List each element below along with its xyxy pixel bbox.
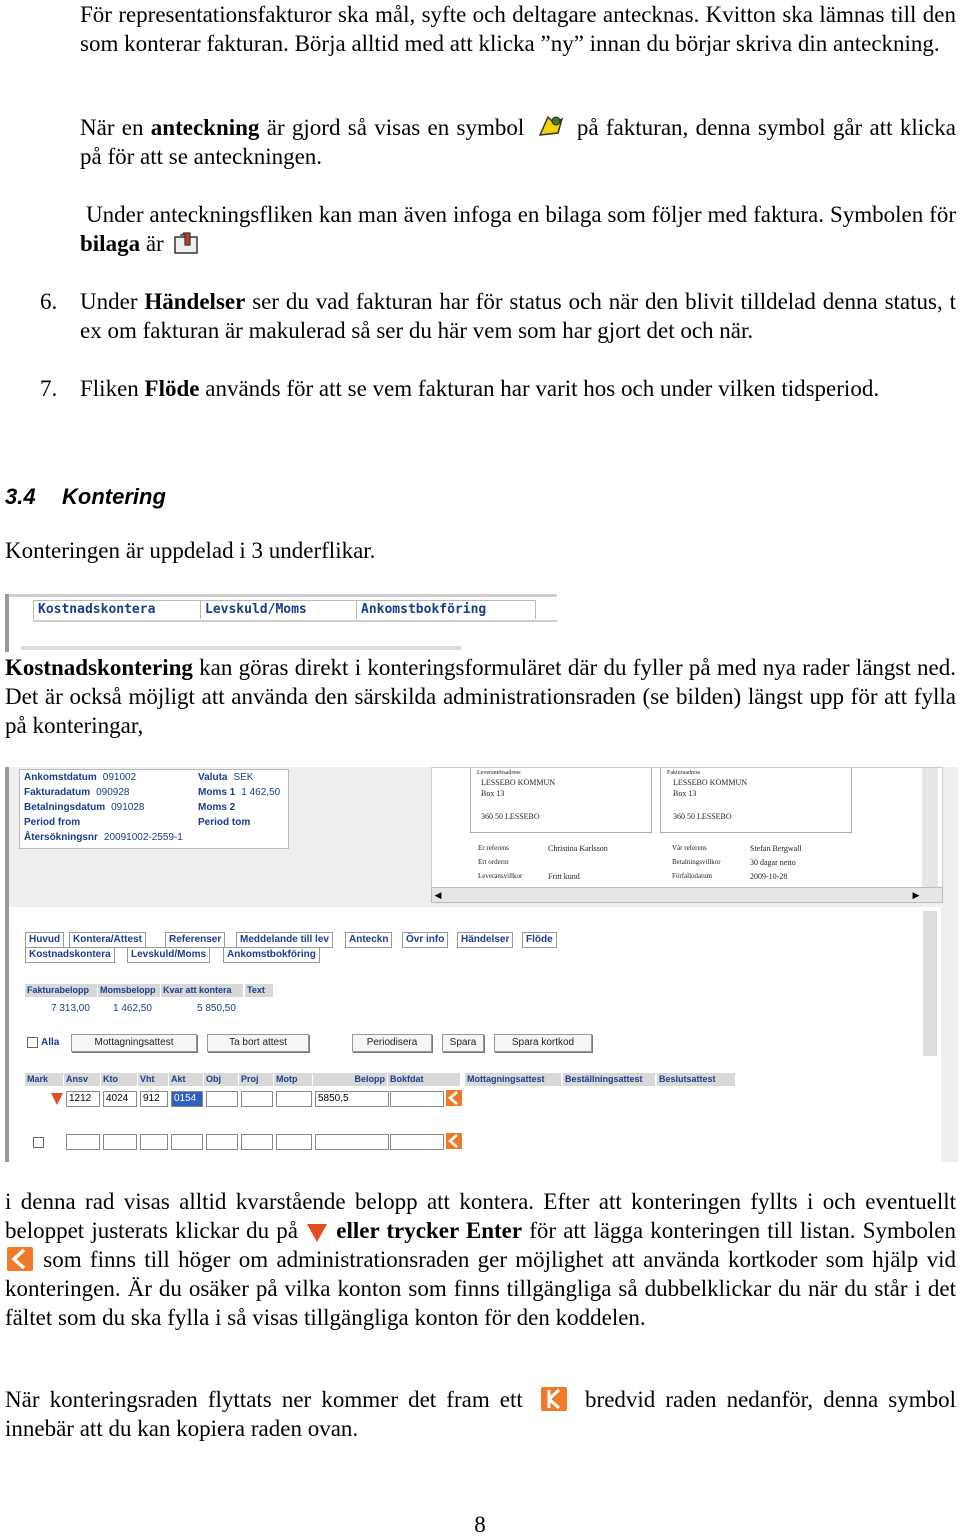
alla-checkbox[interactable] — [27, 1037, 38, 1048]
col-obj: Obj — [204, 1073, 239, 1086]
col-proj: Proj — [239, 1073, 274, 1086]
label: Period tom — [198, 817, 251, 828]
text-d: som finns till höger om administrationsraden ger möjlighet att använda kortkoder som hjälp vid konteringen. Är du osäker på vilka konton som finns tillgängliga så dubbelklickar du när du står i det fältet som du ska fylla i så visas tillgängliga konton för den koddelen. — [5, 1247, 956, 1330]
tab-bar-edge — [5, 594, 9, 652]
main-tab-anteckn[interactable]: Anteckn — [345, 932, 392, 948]
text-c: är gjord så visas en symbol — [259, 115, 532, 140]
intro-text: För representationsfakturor ska mål, syfte och deltagare antecknas. Kvitton ska lämnas till den som konterar fakturan. Börja alltid med att klicka ”ny” innan du börjar skriva din anteckning. — [80, 2, 956, 56]
attachment-icon — [173, 231, 199, 255]
text-a: Fliken — [80, 376, 145, 401]
value: 1 462,50 — [241, 787, 281, 798]
invoice-preview — [431, 767, 943, 893]
text-c: för att lägga konteringen till listan. Symbolen — [522, 1218, 956, 1243]
field-period-from — [24, 817, 80, 828]
field-valuta — [198, 772, 253, 783]
sub-tab-kostnadskontera[interactable]: Kostnadskontera — [25, 947, 115, 963]
tab-levskuld-moms[interactable]: Levskuld/Moms — [200, 600, 358, 619]
kortkod-symbol-icon — [7, 1247, 33, 1271]
value: 20091002-2559-1 — [103, 832, 183, 843]
sub-tab-ankomst[interactable]: Ankomstbokföring — [223, 947, 320, 963]
col-vht: Vht — [138, 1073, 169, 1086]
tab-ankomstbokforing[interactable]: Ankomstbokföring — [356, 600, 536, 619]
col-bokfdat: Bokfdat — [388, 1073, 461, 1086]
sum-fakturabelopp: 7 313,00 — [51, 1003, 90, 1014]
admin-bokfdat[interactable] — [390, 1091, 444, 1107]
arrow-down-icon — [307, 1224, 327, 1242]
due-label: Förfallodatum — [672, 872, 713, 880]
admin-row-paragraph — [5, 1187, 956, 1332]
kortkod-icon[interactable] — [446, 1090, 462, 1106]
bold-kostnadskontering: Kostnadskontering — [5, 655, 193, 680]
kontering-intro: Konteringen är uppdelad i 3 underflikar. — [5, 538, 376, 563]
add-row-arrow-icon[interactable] — [51, 1093, 63, 1105]
bold-anteckning: anteckning — [150, 115, 260, 140]
note-symbol-paragraph — [80, 113, 956, 171]
text-c: kan göras direkt i konteringsformuläret där du fyller på med nya rader längst ned. Det är också möjligt att använda den särskilda administrationsraden (se bilden) längst upp för att fylla på konteringar, — [5, 655, 956, 738]
admin-akt[interactable]: 0154 — [171, 1091, 203, 1107]
terms-label: Betalningsvillkor — [672, 858, 721, 866]
ta-bort-attest-button[interactable]: Ta bort attest — [207, 1034, 309, 1052]
row-belopp[interactable] — [315, 1134, 389, 1150]
kostnadskontering-paragraph — [5, 653, 956, 740]
admin-ansv[interactable]: 1212 — [66, 1091, 100, 1107]
label: Moms 1 — [198, 787, 236, 798]
tab-underline — [33, 620, 557, 622]
main-tab-kontera-attest[interactable]: Kontera/Attest — [69, 932, 146, 948]
row-akt[interactable] — [171, 1134, 203, 1150]
address-name: LESSEBO KOMMUN — [673, 778, 748, 787]
field-moms2 — [198, 802, 235, 813]
section-number: 3.4 — [5, 484, 36, 509]
bold-bilaga: bilaga — [80, 231, 141, 256]
supplier-box — [470, 768, 652, 833]
intro-paragraph — [80, 0, 956, 58]
address-city: 360 50 LESSEBO — [673, 812, 732, 821]
value: 090928 — [96, 787, 130, 798]
col-ansv: Ansv — [64, 1073, 101, 1086]
mottagningsattest-button[interactable]: Mottagningsattest — [71, 1034, 197, 1052]
col-motp: Motp — [274, 1073, 313, 1086]
address-head: Fakturaadress — [667, 770, 701, 776]
label: Moms 2 — [198, 802, 236, 813]
text-c: används för att se vem fakturan har varit hos och under vilken tidsperiod. — [199, 376, 880, 401]
spara-kortkod-button[interactable]: Spara kortkod — [494, 1034, 592, 1052]
label: Fakturadatum — [24, 787, 91, 798]
supplier-box-no: Box 13 — [481, 789, 505, 798]
admin-vht[interactable]: 912 — [140, 1091, 168, 1107]
admin-motp[interactable] — [276, 1091, 312, 1107]
sum-kvar: 5 850,50 — [197, 1003, 236, 1014]
label: Betalningsdatum — [24, 802, 106, 813]
scroll-right-icon[interactable]: ▶ — [912, 890, 920, 900]
col-mark: Mark — [25, 1073, 64, 1086]
attachment-paragraph — [80, 200, 956, 258]
admin-kto[interactable]: 4024 — [103, 1091, 137, 1107]
text-a: Under anteckningsfliken kan man även infoga en bilaga som följer med faktura. Symbolen för — [86, 202, 956, 227]
our-ref-label: Vår referens — [672, 844, 707, 852]
copy-row-paragraph — [5, 1385, 956, 1443]
address-box-no: Box 13 — [673, 789, 697, 798]
text-c: ser du vad fakturan har för status och när den blivit tilldelad denna status, t ex om fakturan är makulerad så ser du här vem som har gjort det och när. — [80, 289, 957, 343]
col-mottagningsattest: Mottagningsattest — [465, 1073, 562, 1086]
item-6-number: 6. — [40, 289, 58, 314]
item-7-number: 7. — [40, 376, 58, 401]
sum-head-text: Text — [245, 984, 274, 997]
tab-kostnadskontera[interactable]: Kostnadskontera — [33, 600, 201, 619]
ref-value: Christina Karlsson — [548, 844, 608, 853]
page-number: 8 — [474, 1512, 486, 1537]
our-ref-value: Stefan Bergwall — [750, 844, 802, 853]
sum-momsbelopp: 1 462,50 — [113, 1003, 152, 1014]
row-motp[interactable] — [276, 1134, 312, 1150]
row-obj[interactable] — [206, 1134, 238, 1150]
text-b: bredvid raden nedanför, denna symbol innebär att du kan kopiera raden ovan. — [5, 1387, 957, 1441]
text-a: i denna rad visas alltid kvarstående belopp att kontera. Efter att konteringen fyllts i och eventuellt beloppet justerats klickar du på — [5, 1189, 956, 1243]
row-bokfdat[interactable] — [390, 1134, 444, 1150]
header-fields — [19, 769, 289, 849]
col-belopp: Belopp — [313, 1073, 388, 1086]
ref-label: Er referens — [478, 844, 509, 852]
row-vht[interactable] — [140, 1134, 168, 1150]
field-moms1 — [198, 787, 280, 798]
field-fakturadatum — [24, 787, 130, 798]
kontering-tabs-screenshot — [5, 594, 557, 652]
main-tab-referenser[interactable]: Referenser — [165, 932, 225, 948]
periodisera-button[interactable]: Periodisera — [352, 1034, 432, 1052]
tab-lower-bar — [21, 646, 461, 650]
main-tab-handelser[interactable]: Händelser — [457, 932, 513, 948]
main-tab-meddelande[interactable]: Meddelande till lev — [236, 932, 333, 948]
value: 091028 — [111, 802, 145, 813]
col-akt: Akt — [169, 1073, 204, 1086]
supplier-head: Leverantörsadress — [477, 770, 521, 776]
bold-flode: Flöde — [144, 376, 200, 401]
sum-head-momsbelopp: Momsbelopp — [98, 984, 161, 997]
copy-row-icon[interactable] — [446, 1133, 462, 1149]
value: 091002 — [102, 772, 137, 783]
row-kto[interactable] — [103, 1134, 137, 1150]
text-a: När en — [80, 115, 151, 140]
delivery-label: Leveransvillkor — [478, 872, 523, 880]
due-value: 2009-10-28 — [750, 872, 788, 881]
kontering-form-screenshot — [5, 767, 958, 1162]
label: Återsökningsnr — [24, 832, 98, 843]
item-7-text — [80, 374, 956, 403]
sum-head-fakturabelopp: Fakturabelopp — [25, 984, 98, 997]
text-d: på fakturan, denna symbol går att klicka på för att se anteckningen. — [80, 115, 957, 169]
supplier-city: 360 50 LESSEBO — [481, 812, 540, 821]
terms-value: 30 dagar netto — [750, 858, 796, 867]
value: SEK — [233, 772, 254, 783]
alla-label: Alla — [41, 1037, 60, 1048]
supplier-name: LESSEBO KOMMUN — [481, 778, 556, 787]
field-period-tom — [198, 817, 250, 828]
text-a: När konteringsraden flyttats ner kommer det fram ett — [5, 1387, 533, 1412]
col-bestallningsattest: Beställningsattest — [563, 1073, 656, 1086]
order-label: Ert ordernr — [478, 858, 509, 866]
admin-proj[interactable] — [241, 1091, 273, 1107]
panel-vscroll[interactable] — [923, 911, 937, 1056]
main-tab-ovr-info[interactable]: Övr info — [402, 932, 448, 948]
main-tab-huvud[interactable]: Huvud — [25, 932, 64, 948]
bold-handelser: Händelser — [144, 289, 246, 314]
invoice-vscroll[interactable] — [922, 768, 938, 892]
invoice-address-box — [660, 768, 852, 833]
scroll-left-icon[interactable]: ◀ — [434, 890, 442, 900]
row-ansv[interactable] — [66, 1134, 100, 1150]
label: Period from — [24, 817, 81, 828]
sum-head-kvar: Kvar att kontera — [161, 984, 244, 997]
row-checkbox[interactable] — [33, 1137, 44, 1148]
text-c: är — [140, 231, 164, 256]
invoice-hscroll[interactable] — [431, 887, 943, 903]
main-tab-flode[interactable]: Flöde — [522, 932, 557, 948]
label: Valuta — [198, 772, 228, 783]
field-betalningsdatum — [24, 802, 145, 813]
section-title: Kontering — [62, 484, 166, 509]
note-symbol-icon — [536, 113, 566, 139]
col-beslutsattest: Beslutsattest — [657, 1073, 736, 1086]
text-a: Under — [80, 289, 145, 314]
item-6-text — [80, 287, 956, 345]
sub-tab-levskuld[interactable]: Levskuld/Moms — [127, 947, 210, 963]
bold-enter: eller trycker Enter — [336, 1218, 523, 1243]
admin-obj[interactable] — [206, 1091, 238, 1107]
col-kto: Kto — [101, 1073, 138, 1086]
admin-belopp[interactable]: 5850,5 — [315, 1091, 389, 1107]
delivery-value: Fritt kund — [548, 872, 580, 881]
field-ankomstdatum — [24, 772, 136, 783]
spara-button[interactable]: Spara — [442, 1034, 484, 1052]
row-proj[interactable] — [241, 1134, 273, 1150]
tab-bar-top — [5, 594, 557, 597]
copy-symbol-icon — [541, 1387, 567, 1411]
label: Ankomstdatum — [24, 772, 97, 783]
field-atersokningsnr — [24, 832, 183, 843]
